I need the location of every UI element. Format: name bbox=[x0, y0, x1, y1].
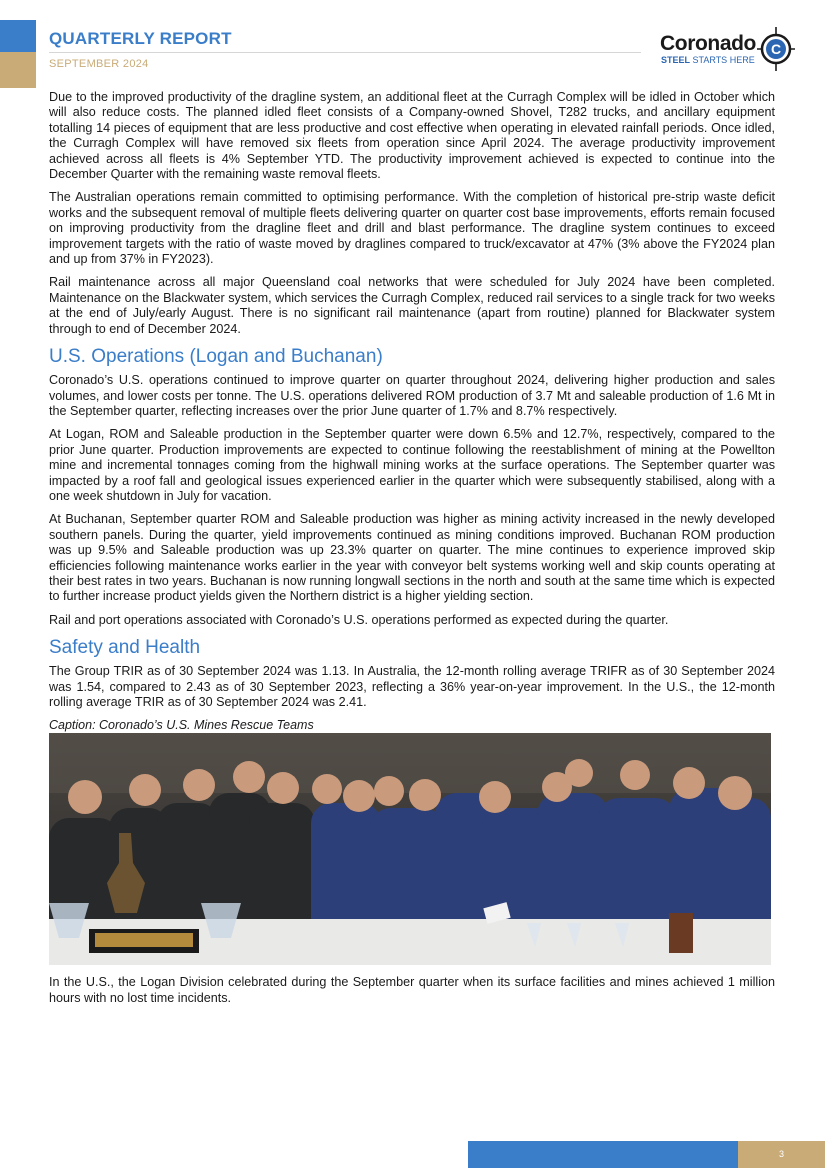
page-content bbox=[49, 90, 775, 1014]
page-number: 3 bbox=[738, 1141, 825, 1168]
paragraph-rail-maintenance: Rail maintenance across all major Queensland coal networks that were scheduled for July 2024 have been completed. Maintenance on the Blackwater system, which services the Curragh Complex, reduced rail services to a single track for two weeks at the end of July/early August. There is no significant rail maintenance (apart from routine) planned for Blackwater system through to end of December 2024. bbox=[49, 275, 775, 336]
paragraph-logan: At Logan, ROM and Saleable production in the September quarter were down 6.5% and 12.7%, respectively, compared to the prior June quarter. Production improvements are expected to continue following the reestablishment of mining at the Powellton mine and incremental tonnages coming from the highwall mining works at the surface operations. The September quarter was impacted by a roof fall and geological issues experienced earlier in the quarter which were subsequently stabilised, along with a one week shutdown in July for vacation. bbox=[49, 427, 775, 503]
paragraph-dragline-fleet: Due to the improved productivity of the dragline system, an additional fleet at the Curragh Complex will be idled in October which will also reduce costs. The planned idled fleet consists of a Company-owned Shovel, T282 trucks, and ancillary equipment totalling 14 pieces of equipment that are less productive and cost effective when operating in elevated rainfall periods. Once idled, the Curragh Complex will have removed six fleets from operation since April 2024. The average productivity improvement achieved across all fleets is 4% September YTD. The productivity improvement achieved is expected to continue into the December Quarter with the remaining waste removal fleets. bbox=[49, 90, 775, 182]
paragraph-rail-port: Rail and port operations associated with Coronado’s U.S. operations performed as expected during the quarter. bbox=[49, 612, 669, 627]
header-accent-gold bbox=[0, 52, 36, 88]
heading-safety-health: Safety and Health bbox=[49, 637, 201, 659]
footer-bar-blue bbox=[468, 1141, 738, 1168]
paragraph-us-overview: Coronado’s U.S. operations continued to improve quarter on quarter throughout 2024, delivering higher production and sales volumes, and lower costs per tonne. The U.S. operations delivered ROM production of 3.7 Mt and saleable production of 1.6 Mt in the September quarter, reflecting increases over the prior June quarter of 1.7% and 8.7% respectively. bbox=[49, 373, 775, 418]
logo-tagline-rest: STARTS HERE bbox=[690, 55, 755, 65]
logo-wordmark: Coronado bbox=[660, 32, 756, 55]
logo-tagline-bold: STEEL bbox=[661, 55, 691, 65]
logo-tagline bbox=[661, 55, 755, 65]
header-accent-blue bbox=[0, 20, 36, 52]
photo-caption: Caption: Coronado’s U.S. Mines Rescue Teams bbox=[49, 718, 314, 733]
report-date: SEPTEMBER 2024 bbox=[49, 58, 149, 70]
heading-us-operations: U.S. Operations (Logan and Buchanan) bbox=[49, 346, 383, 368]
paragraph-logan-milestone: In the U.S., the Logan Division celebrated during the September quarter when its surface facilities and mines achieved 1 million hours with no lost time incidents. bbox=[49, 975, 775, 1005]
header-divider bbox=[49, 52, 641, 53]
paragraph-safety-stats: The Group TRIR as of 30 September 2024 was 1.13. In Australia, the 12-month rolling average TRIFR as of 30 September 2024 was 1.54, compared to 2.43 as of 30 September 2023, reflecting a 36% year-on-year improvement. In the U.S., the 12-month rolling average TRIR as of 30 September 2024 was 2.41. bbox=[49, 664, 775, 709]
mines-rescue-team-photo bbox=[49, 733, 771, 965]
paragraph-australian-operations: The Australian operations remain committed to optimising performance. With the completion of historical pre-strip waste deficit works and the subsequent removal of multiple fleets delivering quarter on quarter cost base improvements, efforts remain focused on improving productivity from the dragline fleet and drill and blast performance. The dragline system continues to exceed improvement targets with the ratio of waste moved by draglines compared to truck/excavator at 47% (3% above the FY2024 plan and up from 37% in FY2023). bbox=[49, 190, 775, 267]
paragraph-buchanan: At Buchanan, September quarter ROM and Saleable production was higher as mining activity increased in the newly developed southern panels. During the quarter, yield improvements continued as mining conditions improved. Buchanan ROM production was up 9.5% and Saleable production was up 23.3% quarter on quarter. The mine continues to experience improved skip efficiencies following maintenance works earlier in the year with conveyor belt systems working well and skip counts operating at their best rates in two years. Buchanan is now running longwall sections in the north and south at the same time which is expected to further increase product yields given the Northern district is a higher yielding section. bbox=[49, 512, 775, 604]
company-logo bbox=[660, 30, 800, 78]
compass-logo-icon bbox=[756, 26, 796, 72]
report-title: QUARTERLY REPORT bbox=[49, 29, 232, 48]
logo-letter: C bbox=[770, 41, 782, 57]
